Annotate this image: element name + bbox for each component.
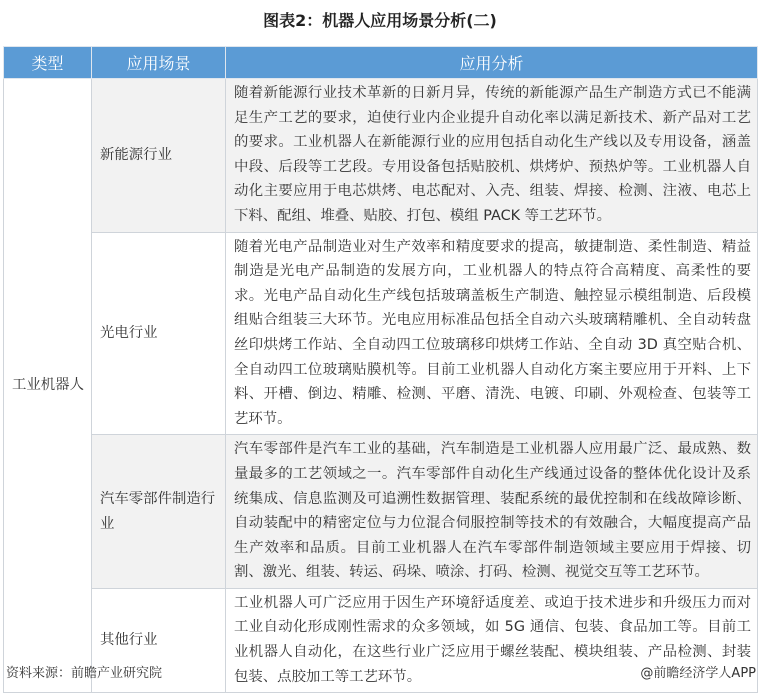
- scene-cell: 新能源行业: [92, 79, 226, 233]
- table-row: [4, 435, 758, 589]
- table-row: [4, 232, 758, 435]
- analysis-cell: 随着新能源行业技术革新的日新月异，传统的新能源产品生产制造方式已不能满足生产工艺的要求，迫使行业内企业提升自动化率以满足新技术、新产品对工艺的要求。工业机器人在新能源行业的应用包括自动化生产线以及专用设备，涵盖中段、后段等工艺段。专用设备包括贴胶机、烘烤炉、预热炉等。工业机器人自动化主要应用于电芯烘烤、电芯配对、入壳、组装、焊接、检测、注液、电芯上下料、配组、堆叠、贴胶、打包、模组 PACK 等工艺环节。: [226, 79, 758, 233]
- header-scene: 应用场景: [92, 47, 226, 79]
- table-header: [4, 47, 758, 79]
- header-type: 类型: [4, 47, 92, 79]
- header-analysis: 应用分析: [226, 47, 758, 79]
- source-note: 资料来源：前瞻产业研究院: [6, 666, 163, 681]
- analysis-cell: 汽车零部件是汽车工业的基础，汽车制造是工业机器人应用最广泛、最成熟、数量最多的工艺领域之一。汽车零部件自动化生产线通过设备的整体优化设计及系统集成、信息监测及可追溯性数据管理、装配系统的最优控制和在线故障诊断、自动装配中的精密定位与力位混合伺服控制等技术的有效融合，大幅度提高产品生产效率和品质。目前工业机器人在汽车零部件制造领域主要应用于焊接、切割、激光、组装、转运、码垛、喷涂、打码、检测、视觉交互等工艺环节。: [226, 435, 758, 589]
- scene-cell: 光电行业: [92, 232, 226, 435]
- page-title: 图表2：机器人应用场景分析(二): [263, 11, 497, 30]
- scene-cell: 汽车零部件制造行业: [92, 435, 226, 589]
- credit-note: @前瞻经济学人APP: [640, 666, 756, 681]
- application-table: [3, 46, 758, 693]
- scene-cell: 其他行业: [92, 588, 226, 692]
- type-cell: 工业机器人: [4, 79, 92, 693]
- analysis-cell: 工业机器人可广泛应用于因生产环境舒适度差、或迫于技术进步和升级压力而对工业自动化形成刚性需求的众多领域，如 5G 通信、包装、食品加工等。目前工业机器人自动化，在这些行业广泛应用于螺丝装配、模块组装、产品检测、封装包装、点胶加工等工艺环节。: [226, 588, 758, 692]
- analysis-cell: 随着光电产品制造业对生产效率和精度要求的提高，敏捷制造、柔性制造、精益制造是光电产品制造的发展方向，工业机器人的特点符合高精度、高柔性的要求。光电产品自动化生产线包括玻璃盖板生产制造、触控显示模组制造、后段模组贴合组装三大环节。光电应用标准品包括全自动六头玻璃精雕机、全自动转盘丝印烘烤工作站、全自动四工位玻璃移印烘烤工作站、全自动 3D 真空贴合机、全自动四工位玻璃贴膜机等。目前工业机器人自动化方案主要应用于开料、上下料、开槽、倒边、精雕、检测、平磨、清洗、电镀、印刷、外观检查、包装等工艺环节。: [226, 232, 758, 435]
- table-row: [4, 79, 758, 233]
